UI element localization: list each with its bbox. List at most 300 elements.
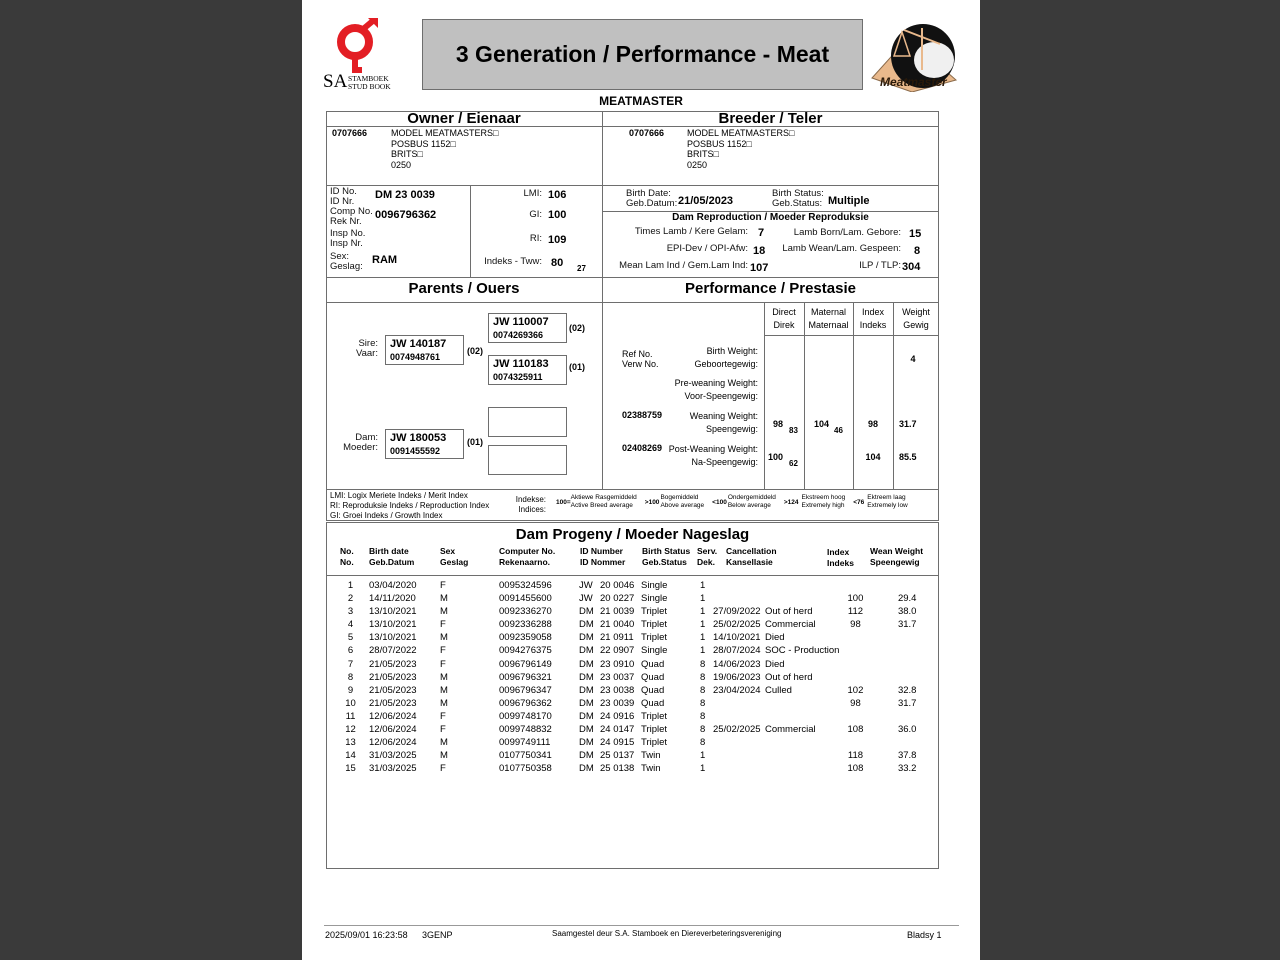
progeny-cell-date: 13/10/2021 (369, 606, 417, 618)
progeny-cell-serv: 8 (700, 684, 706, 696)
footer-timestamp: 2025/09/01 16:23:58 (325, 930, 408, 940)
progeny-cell-comp: 0099748832 (499, 724, 552, 736)
progeny-cell-pre: DM (579, 763, 594, 775)
progeny-cell-no: 5 (347, 632, 354, 644)
progeny-cell-wean: 38.0 (897, 606, 917, 618)
progeny-cell-cdate (713, 697, 765, 710)
progeny-cell-comp: 0099749111 (499, 737, 551, 749)
col-wean-weight: Wean Weight Speengewig (870, 546, 924, 567)
progeny-cell-creason (765, 762, 839, 775)
progeny-cell-date: 31/03/2025 (369, 750, 417, 762)
progeny-cell-status: Single (641, 645, 668, 657)
sire-label: Sire: Vaar: (355, 338, 378, 359)
id-label: ID No. ID Nr. (330, 186, 357, 207)
progeny-cell-creason (765, 592, 839, 605)
progeny-cell-wean: 29.4 (897, 593, 917, 605)
sire-code: (02) (467, 346, 484, 356)
progeny-cell-no: 13 (345, 737, 356, 749)
progeny-cell-pre: DM (579, 684, 594, 696)
progeny-cell-status: Triplet (641, 606, 668, 618)
progeny-cell-serv: 1 (700, 632, 706, 644)
progeny-cell-status: Triplet (641, 710, 668, 722)
lamb-wean-label: Lamb Wean/Lam. Gespeen: (782, 243, 901, 254)
progeny-cell-no: 14 (345, 750, 356, 762)
progeny-cell-pre: DM (579, 619, 594, 631)
progeny-cell-cdate: 25/02/2025 (713, 619, 761, 631)
table-row[interactable] (332, 736, 916, 749)
progeny-cell-sex: F (440, 763, 446, 775)
legend-lmi: LMI: Logix Meriete Indeks / Merit Index (330, 491, 468, 500)
progeny-cell-pre: DM (579, 710, 594, 722)
ri-value: 109 (548, 234, 567, 246)
progeny-cell-wean (871, 710, 916, 723)
col-computer-no: Computer No. Rekenaarno. (499, 546, 556, 567)
progeny-cell-status: Single (641, 580, 668, 591)
progeny-cell-date: 31/03/2025 (369, 763, 417, 775)
progeny-cell-serv: 1 (700, 580, 706, 591)
breed-name: MEATMASTER (599, 94, 683, 108)
progeny-cell-no: 9 (347, 684, 354, 696)
progeny-cell-status: Quad (641, 684, 665, 696)
legend-item: >124 Ekstreem hoog Extremely high (783, 494, 846, 509)
progeny-cell-wean: 37.8 (897, 750, 917, 762)
progeny-cell-sex: F (440, 724, 446, 736)
progeny-cell-comp: 0107750341 (499, 750, 552, 762)
sire-dam-id: JW 110183 (493, 358, 549, 370)
progeny-cell-sex: M (440, 737, 448, 749)
progeny-cell-wean (871, 644, 916, 657)
logo-line2: STUD BOOK (348, 82, 391, 91)
progeny-cell-index (839, 710, 871, 723)
birth-status-label: Birth Status: Geb.Status: (772, 188, 824, 209)
progeny-cell-comp: 0092336288 (499, 619, 552, 631)
progeny-cell-index: 108 (847, 763, 864, 775)
dam-dam-box-empty[interactable] (488, 445, 567, 475)
ilp-value: 304 (902, 261, 921, 273)
progeny-cell-cdate (713, 579, 765, 592)
perf-row-label: Pre-weaning Weight: Voor-Speengewig: (674, 378, 758, 401)
table-row[interactable] (332, 658, 916, 671)
perf-col-direct: Direct Direk (772, 307, 796, 330)
progeny-cell-comp: 0107750358 (499, 763, 552, 775)
perf-weight: 4 (910, 354, 916, 364)
stud-book-symbol-icon (322, 18, 398, 74)
breeder-address (687, 128, 794, 170)
table-row[interactable] (332, 631, 916, 644)
progeny-cell-comp: 0096796347 (499, 684, 552, 696)
col-sex: Sex Geslag (440, 546, 469, 567)
progeny-cell-date: 21/05/2023 (369, 697, 417, 709)
dam-label: Dam: Moeder: (343, 432, 378, 453)
progeny-cell-sex: M (440, 671, 448, 683)
col-birth-status: Birth Status Geb.Status (642, 546, 691, 567)
progeny-cell-cdate (713, 749, 765, 762)
dam-code: (01) (467, 437, 484, 447)
sire-sire-id: JW 110007 (493, 316, 549, 328)
footer-report-code: 3GENP (422, 930, 453, 940)
comp-value: 0096796362 (375, 209, 437, 221)
table-row[interactable] (332, 579, 916, 592)
col-id-number: ID Number ID Nommer (580, 546, 626, 567)
birth-date-label: Birth Date: Geb.Datum: (626, 188, 678, 209)
progeny-cell-id: 25 0138 (600, 763, 635, 775)
table-row[interactable] (332, 684, 916, 697)
progeny-cell-creason (765, 710, 839, 723)
perf-maternal: 104 (814, 419, 830, 429)
progeny-cell-creason: SOC - Production (765, 645, 840, 657)
table-row[interactable] (332, 749, 916, 762)
progeny-cell-id: 23 0037 (600, 671, 635, 683)
sire-sire-box[interactable] (488, 313, 567, 343)
progeny-cell-date: 13/10/2021 (369, 619, 417, 631)
mean-lam-label: Mean Lam Ind / Gem.Lam Ind: (619, 260, 748, 271)
breeder-title: Breeder / Teler (718, 110, 823, 127)
progeny-cell-no: 11 (345, 710, 356, 722)
legend-item: >100 Bogemiddeld Above average (644, 494, 705, 509)
perf-ref: 02408269 (622, 443, 663, 453)
progeny-cell-id: 21 0039 (600, 606, 635, 618)
progeny-table (332, 579, 916, 775)
progeny-cell-wean: 32.8 (897, 684, 917, 696)
logo-letters: SA (323, 71, 348, 92)
tww-sub: 27 (577, 264, 586, 273)
progeny-cell-id: 22 0907 (600, 645, 635, 657)
progeny-cell-index: 100 (847, 593, 864, 605)
progeny-cell-id: 20 0046 (600, 580, 635, 591)
progeny-cell-index: 118 (847, 750, 864, 762)
progeny-cell-wean: 31.7 (897, 619, 917, 631)
progeny-cell-pre: DM (579, 750, 594, 762)
progeny-cell-serv: 1 (700, 645, 706, 657)
perf-direct: 98 (773, 419, 784, 429)
legend-items (556, 494, 908, 510)
progeny-cell-status: Twin (641, 750, 661, 762)
epi-label: EPI-Dev / OPI-Afw: (666, 243, 748, 254)
progeny-cell-serv: 8 (700, 697, 706, 709)
progeny-cell-comp: 0094276375 (499, 645, 552, 657)
performance-title: Performance / Prestasie (685, 280, 856, 297)
times-lamb-value: 7 (758, 227, 765, 239)
owner-address-line: MODEL MEATMASTERS□ (391, 128, 499, 138)
progeny-cell-no: 4 (347, 619, 354, 631)
progeny-cell-index (839, 671, 871, 684)
col-cancellation: Cancellation Kansellasie (726, 546, 777, 567)
progeny-cell-comp: 0095324596 (499, 580, 552, 591)
progeny-cell-id: 23 0039 (600, 697, 635, 709)
progeny-cell-pre: DM (579, 632, 594, 644)
tww-label: Indeks - Tww: (484, 256, 542, 267)
progeny-cell-creason: Out of herd (765, 671, 813, 683)
sire-comp: 0074948761 (390, 352, 441, 362)
progeny-cell-creason: Culled (765, 684, 792, 696)
perf-ref: 02388759 (622, 410, 663, 420)
progeny-cell-no: 10 (345, 697, 356, 709)
document-title: 3 Generation / Performance - Meat (422, 19, 863, 90)
progeny-cell-id: 21 0040 (600, 619, 635, 631)
owner-title: Owner / Eienaar (407, 110, 521, 127)
ri-label: RI: (529, 233, 542, 244)
perf-col-index: Index Indeks (859, 307, 887, 330)
perf-weight: 85.5 (899, 452, 917, 462)
footer-page-number: Bladsy 1 (907, 930, 942, 940)
progeny-cell-date: 28/07/2022 (369, 645, 417, 657)
lmi-label: LMI: (523, 188, 542, 199)
progeny-cell-sex: M (440, 606, 448, 618)
table-row[interactable] (332, 710, 916, 723)
perf-maternal-sub: 46 (834, 426, 843, 435)
progeny-cell-sex: F (440, 658, 446, 670)
progeny-cell-date: 13/10/2021 (369, 632, 417, 644)
progeny-cell-serv: 1 (700, 606, 706, 618)
col-serv: Serv. Dek. (697, 546, 718, 567)
progeny-cell-serv: 1 (700, 619, 706, 631)
legend-item: 100= Aktiewe Rasgemiddeld Active Breed average (556, 494, 637, 509)
progeny-cell-date: 21/05/2023 (369, 658, 417, 670)
table-row[interactable] (332, 605, 916, 618)
progeny-cell-pre: DM (579, 697, 594, 709)
progeny-cell-pre: JW (579, 593, 593, 605)
perf-row-label: Weaning Weight: Speengewig: (689, 411, 758, 434)
progeny-cell-sex: M (440, 697, 448, 709)
progeny-cell-creason: Commercial (765, 724, 816, 736)
progeny-cell-creason (765, 697, 839, 710)
progeny-cell-cdate (713, 710, 765, 723)
legend-indices-label: Indekse: Indices: (515, 495, 546, 514)
col-index: Index Indeks (827, 547, 854, 568)
progeny-cell-cdate: 28/07/2024 (713, 645, 761, 657)
progeny-cell-id: 21 0911 (600, 632, 634, 644)
progeny-cell-status: Quad (641, 697, 665, 709)
sire-id: JW 140187 (390, 338, 447, 350)
table-row[interactable] (332, 592, 916, 605)
dam-sire-box-empty[interactable] (488, 407, 567, 437)
sex-value: RAM (372, 254, 398, 266)
table-row[interactable] (332, 762, 916, 775)
progeny-cell-no: 8 (347, 671, 354, 683)
perf-direct-sub: 83 (789, 426, 798, 435)
progeny-cell-date: 14/11/2020 (369, 593, 416, 605)
progeny-cell-cdate (713, 762, 765, 775)
table-row[interactable] (332, 618, 916, 631)
progeny-cell-cdate: 25/02/2025 (713, 724, 761, 736)
id-value: DM 23 0039 (375, 189, 435, 201)
epi-value: 18 (753, 245, 766, 257)
progeny-cell-status: Triplet (641, 737, 668, 749)
perf-row-label: Post-Weaning Weight: Na-Speengewig: (668, 444, 758, 467)
progeny-cell-index (839, 736, 871, 749)
breeder-address-line: POSBUS 1152□ (687, 138, 752, 149)
progeny-cell-serv: 1 (700, 763, 706, 775)
document-page (302, 0, 980, 960)
progeny-cell-id: 23 0038 (600, 684, 635, 696)
tww-value: 80 (551, 257, 564, 269)
insp-label: Insp No. Insp Nr. (330, 228, 366, 249)
progeny-cell-serv: 1 (700, 750, 706, 762)
table-row[interactable] (332, 644, 916, 657)
progeny-cell-status: Quad (641, 671, 665, 683)
progeny-cell-sex: F (440, 645, 446, 657)
lamb-born-value: 15 (909, 228, 922, 240)
progeny-cell-comp: 0091455600 (499, 593, 552, 605)
progeny-cell-serv: 8 (700, 658, 706, 670)
progeny-cell-sex: F (440, 710, 446, 722)
progeny-cell-pre: DM (579, 645, 594, 657)
sa-stud-book-logo (322, 18, 398, 94)
progeny-cell-serv: 8 (700, 737, 706, 749)
progeny-cell-serv: 8 (700, 671, 706, 683)
perf-index: 104 (865, 452, 881, 462)
legend-item: <100 Ondergemiddeld Below average (712, 494, 776, 509)
progeny-cell-comp: 0096796321 (499, 671, 552, 683)
progeny-cell-creason (765, 736, 839, 749)
owner-address-line: 0250 (391, 159, 412, 170)
breeder-address-line: BRITS□ (687, 149, 719, 159)
progeny-cell-no: 2 (347, 593, 354, 605)
progeny-cell-comp: 0096796149 (499, 658, 552, 670)
progeny-cell-index: 112 (847, 606, 864, 618)
legend-item: <76 Ektreem laag Extremely low (853, 494, 908, 509)
progeny-cell-cdate: 19/06/2023 (713, 671, 761, 683)
progeny-cell-pre: DM (579, 606, 594, 618)
progeny-cell-id: 23 0910 (600, 658, 635, 670)
progeny-cell-creason (765, 579, 839, 592)
progeny-cell-creason: Died (765, 632, 785, 644)
breeder-number: 0707666 (629, 128, 665, 138)
table-row[interactable] (332, 671, 916, 684)
owner-address-line: POSBUS 1152□ (391, 138, 456, 149)
progeny-cell-cdate: 23/04/2024 (713, 684, 761, 696)
progeny-cell-creason: Commercial (765, 619, 816, 631)
legend-indexes (330, 491, 489, 521)
progeny-cell-wean (871, 631, 916, 644)
progeny-title: Dam Progeny / Moeder Nageslag (515, 526, 750, 543)
progeny-cell-date: 12/06/2024 (369, 724, 417, 736)
lamb-born-label: Lamb Born/Lam. Gebore: (793, 227, 901, 238)
sire-sire-comp: 0074269366 (493, 330, 544, 340)
progeny-cell-sex: M (440, 632, 448, 644)
gi-value: 100 (548, 209, 567, 221)
perf-index: 98 (867, 419, 878, 429)
progeny-cell-no: 15 (345, 763, 356, 775)
progeny-cell-serv: 8 (700, 724, 706, 736)
birth-status-value: Multiple (828, 195, 870, 207)
progeny-cell-wean: 33.2 (897, 763, 917, 775)
progeny-cell-index: 98 (850, 697, 861, 709)
perf-col-weight: Weight Gewig (902, 307, 930, 330)
progeny-cell-date: 21/05/2023 (369, 671, 417, 683)
progeny-cell-pre: JW (579, 580, 593, 591)
dam-id: JW 180053 (390, 432, 447, 444)
sire-dam-box[interactable] (488, 355, 567, 385)
progeny-cell-sex: M (440, 593, 448, 605)
comp-label: Comp No. Rek Nr. (330, 206, 373, 227)
progeny-cell-pre: DM (579, 658, 594, 670)
progeny-cell-sex: F (440, 580, 446, 591)
table-row[interactable] (332, 723, 916, 736)
breeder-address-line: 0250 (687, 159, 708, 170)
col-birth-date: Birth date Geb.Datum (369, 546, 415, 567)
progeny-cell-status: Triplet (641, 724, 668, 736)
dam-comp: 0091455592 (390, 446, 441, 456)
progeny-cell-comp: 0092336270 (499, 606, 552, 618)
progeny-cell-id: 25 0137 (600, 750, 635, 762)
birth-date-value: 21/05/2023 (678, 195, 734, 207)
progeny-cell-status: Twin (641, 763, 661, 775)
owner-address-line: BRITS□ (391, 149, 423, 159)
sex-label: Sex: Geslag: (330, 251, 363, 272)
logo-line1: STAMBOEK (348, 74, 389, 83)
progeny-cell-cdate (713, 736, 765, 749)
progeny-cell-date: 12/06/2024 (369, 710, 417, 722)
progeny-cell-comp: 0096796362 (499, 697, 552, 709)
progeny-cell-wean (871, 579, 916, 592)
progeny-cell-creason: Died (765, 658, 785, 670)
sire-box[interactable] (385, 335, 464, 365)
footer-compiled-by: Saamgestel deur S.A. Stamboek en Diereverbeteringsvereniging (552, 929, 782, 938)
breeder-address-line: MODEL MEATMASTERS□ (687, 128, 795, 138)
progeny-cell-cdate (713, 592, 765, 605)
progeny-cell-wean (871, 658, 916, 671)
perf-direct-sub: 62 (789, 459, 798, 468)
progeny-cell-id: 20 0227 (600, 593, 635, 605)
progeny-cell-wean: 31.7 (897, 697, 917, 709)
ilp-label: ILP / TLP: (859, 260, 901, 271)
progeny-cell-no: 1 (347, 580, 354, 591)
progeny-cell-sex: M (440, 684, 448, 696)
progeny-cell-status: Triplet (641, 619, 668, 631)
table-row[interactable] (332, 697, 916, 710)
owner-address (391, 128, 498, 170)
mean-lam-value: 107 (750, 262, 769, 274)
progeny-cell-serv: 8 (700, 710, 706, 722)
progeny-cell-status: Quad (641, 658, 665, 670)
progeny-cell-cdate: 14/10/2021 (713, 632, 761, 644)
progeny-cell-comp: 0092359058 (499, 632, 552, 644)
progeny-cell-no: 3 (347, 606, 354, 618)
meatmaster-logo (868, 20, 960, 92)
progeny-cell-id: 24 0915 (600, 737, 635, 749)
progeny-cell-pre: DM (579, 671, 594, 683)
sire-dam-comp: 0074325911 (493, 372, 543, 382)
progeny-cell-date: 12/06/2024 (369, 737, 417, 749)
progeny-cell-pre: DM (579, 724, 594, 736)
progeny-cell-date: 03/04/2020 (369, 580, 417, 591)
dam-box[interactable] (385, 429, 464, 459)
progeny-cell-cdate: 27/09/2022 (713, 606, 761, 618)
gi-label: GI: (529, 209, 542, 220)
progeny-cell-index (839, 631, 871, 644)
progeny-cell-serv: 1 (700, 593, 706, 605)
progeny-cell-date: 21/05/2023 (369, 684, 417, 696)
progeny-cell-comp: 0099748170 (499, 710, 552, 722)
progeny-cell-creason (765, 749, 839, 762)
progeny-cell-index: 98 (850, 619, 861, 631)
progeny-cell-no: 7 (347, 658, 354, 670)
parents-title: Parents / Ouers (408, 280, 520, 297)
legend-gi: GI: Groei Indeks / Growth Index (330, 511, 443, 520)
perf-col-maternal: Maternal Maternaal (808, 307, 849, 330)
progeny-cell-status: Single (641, 593, 668, 605)
progeny-cell-id: 24 0147 (600, 724, 635, 736)
progeny-cell-creason: Out of herd (765, 606, 813, 618)
progeny-cell-no: 12 (345, 724, 356, 736)
lamb-wean-value: 8 (914, 245, 921, 257)
dam-reproduction-title: Dam Reproduction / Moeder Reproduksie (672, 212, 869, 223)
times-lamb-label: Times Lamb / Kere Gelam: (634, 226, 748, 237)
progeny-cell-index: 108 (847, 724, 864, 736)
progeny-cell-sex: M (440, 750, 448, 762)
progeny-cell-status: Triplet (641, 632, 668, 644)
